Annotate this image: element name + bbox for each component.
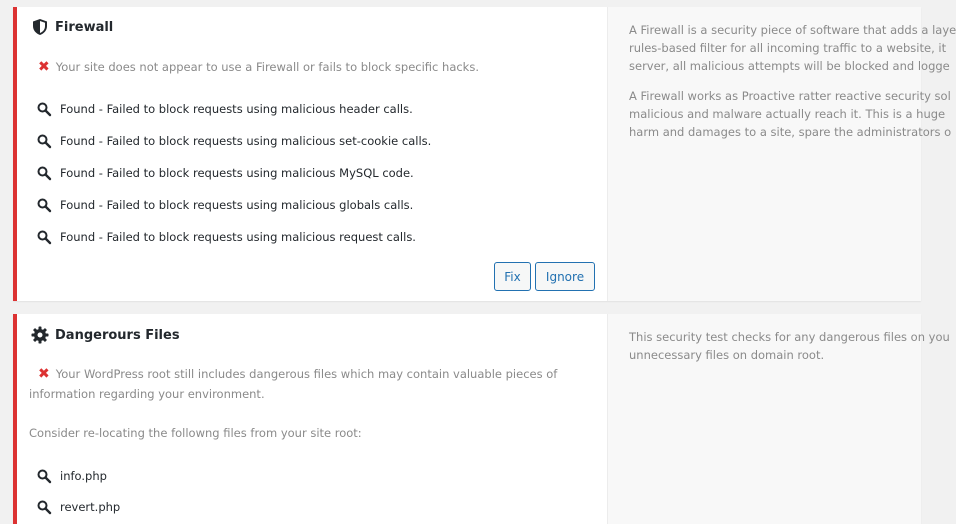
firewall-description-paragraph [629,21,956,75]
finding-text: Found - Failed to block requests using malicious header calls. [60,102,413,116]
dangerous-files-description [607,314,950,524]
description-line: server, all malicious attempts will be blocked and logge [629,59,950,73]
finding-text: Found - Failed to block requests using malicious MySQL code. [60,166,414,180]
cross-icon: ✖ [38,59,50,75]
gear-icon [31,326,49,344]
firewall-title-text: Firewall [55,19,114,35]
fix-button[interactable]: Fix [494,262,531,291]
finding-item [37,230,416,244]
magnifier-icon [37,230,51,244]
finding-text: Found - Failed to block requests using malicious request calls. [60,230,416,244]
magnifier-icon [37,198,51,212]
description-line: rules-based filter for all incoming traffic to a website, it [629,41,947,55]
description-line: harm and damages to a site, spare the administrators o [629,125,952,139]
ignore-button[interactable]: Ignore [535,262,595,291]
magnifier-icon [37,166,51,180]
file-item [37,500,120,514]
finding-text: Found - Failed to block requests using malicious globals calls. [60,198,414,212]
cross-icon: ✖ [38,366,50,382]
file-name: revert.php [60,500,121,514]
file-item [37,469,107,483]
shield-icon [31,18,49,36]
description-line: unnecessary files on domain root. [629,348,825,362]
magnifier-icon [37,469,51,483]
relocate-text: Consider re-locating the followng files from your site root: [29,426,362,440]
finding-item [37,102,413,116]
firewall-title [31,18,113,36]
dangerous-files-status-text: Your WordPress root still includes dangerous files which may contain valuable pieces of information regarding your environment. [29,367,558,401]
magnifier-icon [37,134,51,148]
magnifier-icon [37,500,51,514]
file-name: info.php [60,469,107,483]
finding-item [37,134,431,148]
dangerous-files-main [17,314,607,524]
dangerous-files-description-paragraph [629,328,950,364]
description-line: A Firewall works as Proactive ratter reactive security sol [629,89,951,103]
firewall-status [29,57,599,77]
dangerous-files-status [29,364,599,404]
firewall-card [13,7,956,301]
dangerous-files-card [13,314,950,524]
dangerous-files-title-text: Dangerours Files [55,327,180,343]
dangerous-files-title [31,326,180,344]
finding-text: Found - Failed to block requests using malicious set-cookie calls. [60,134,432,148]
magnifier-icon [37,102,51,116]
firewall-status-text: Your site does not appear to use a Firewall or fails to block specific hacks. [55,60,479,74]
description-line: This security test checks for any dangerous files on you [629,330,950,344]
firewall-description-paragraph [629,87,952,141]
firewall-main [17,7,607,301]
description-line: A Firewall is a security piece of software that adds a laye [629,23,956,37]
finding-item [37,166,414,180]
firewall-description [607,7,956,301]
description-line: malicious and malware actually reach it. This is a huge [629,107,946,121]
finding-item [37,198,413,212]
